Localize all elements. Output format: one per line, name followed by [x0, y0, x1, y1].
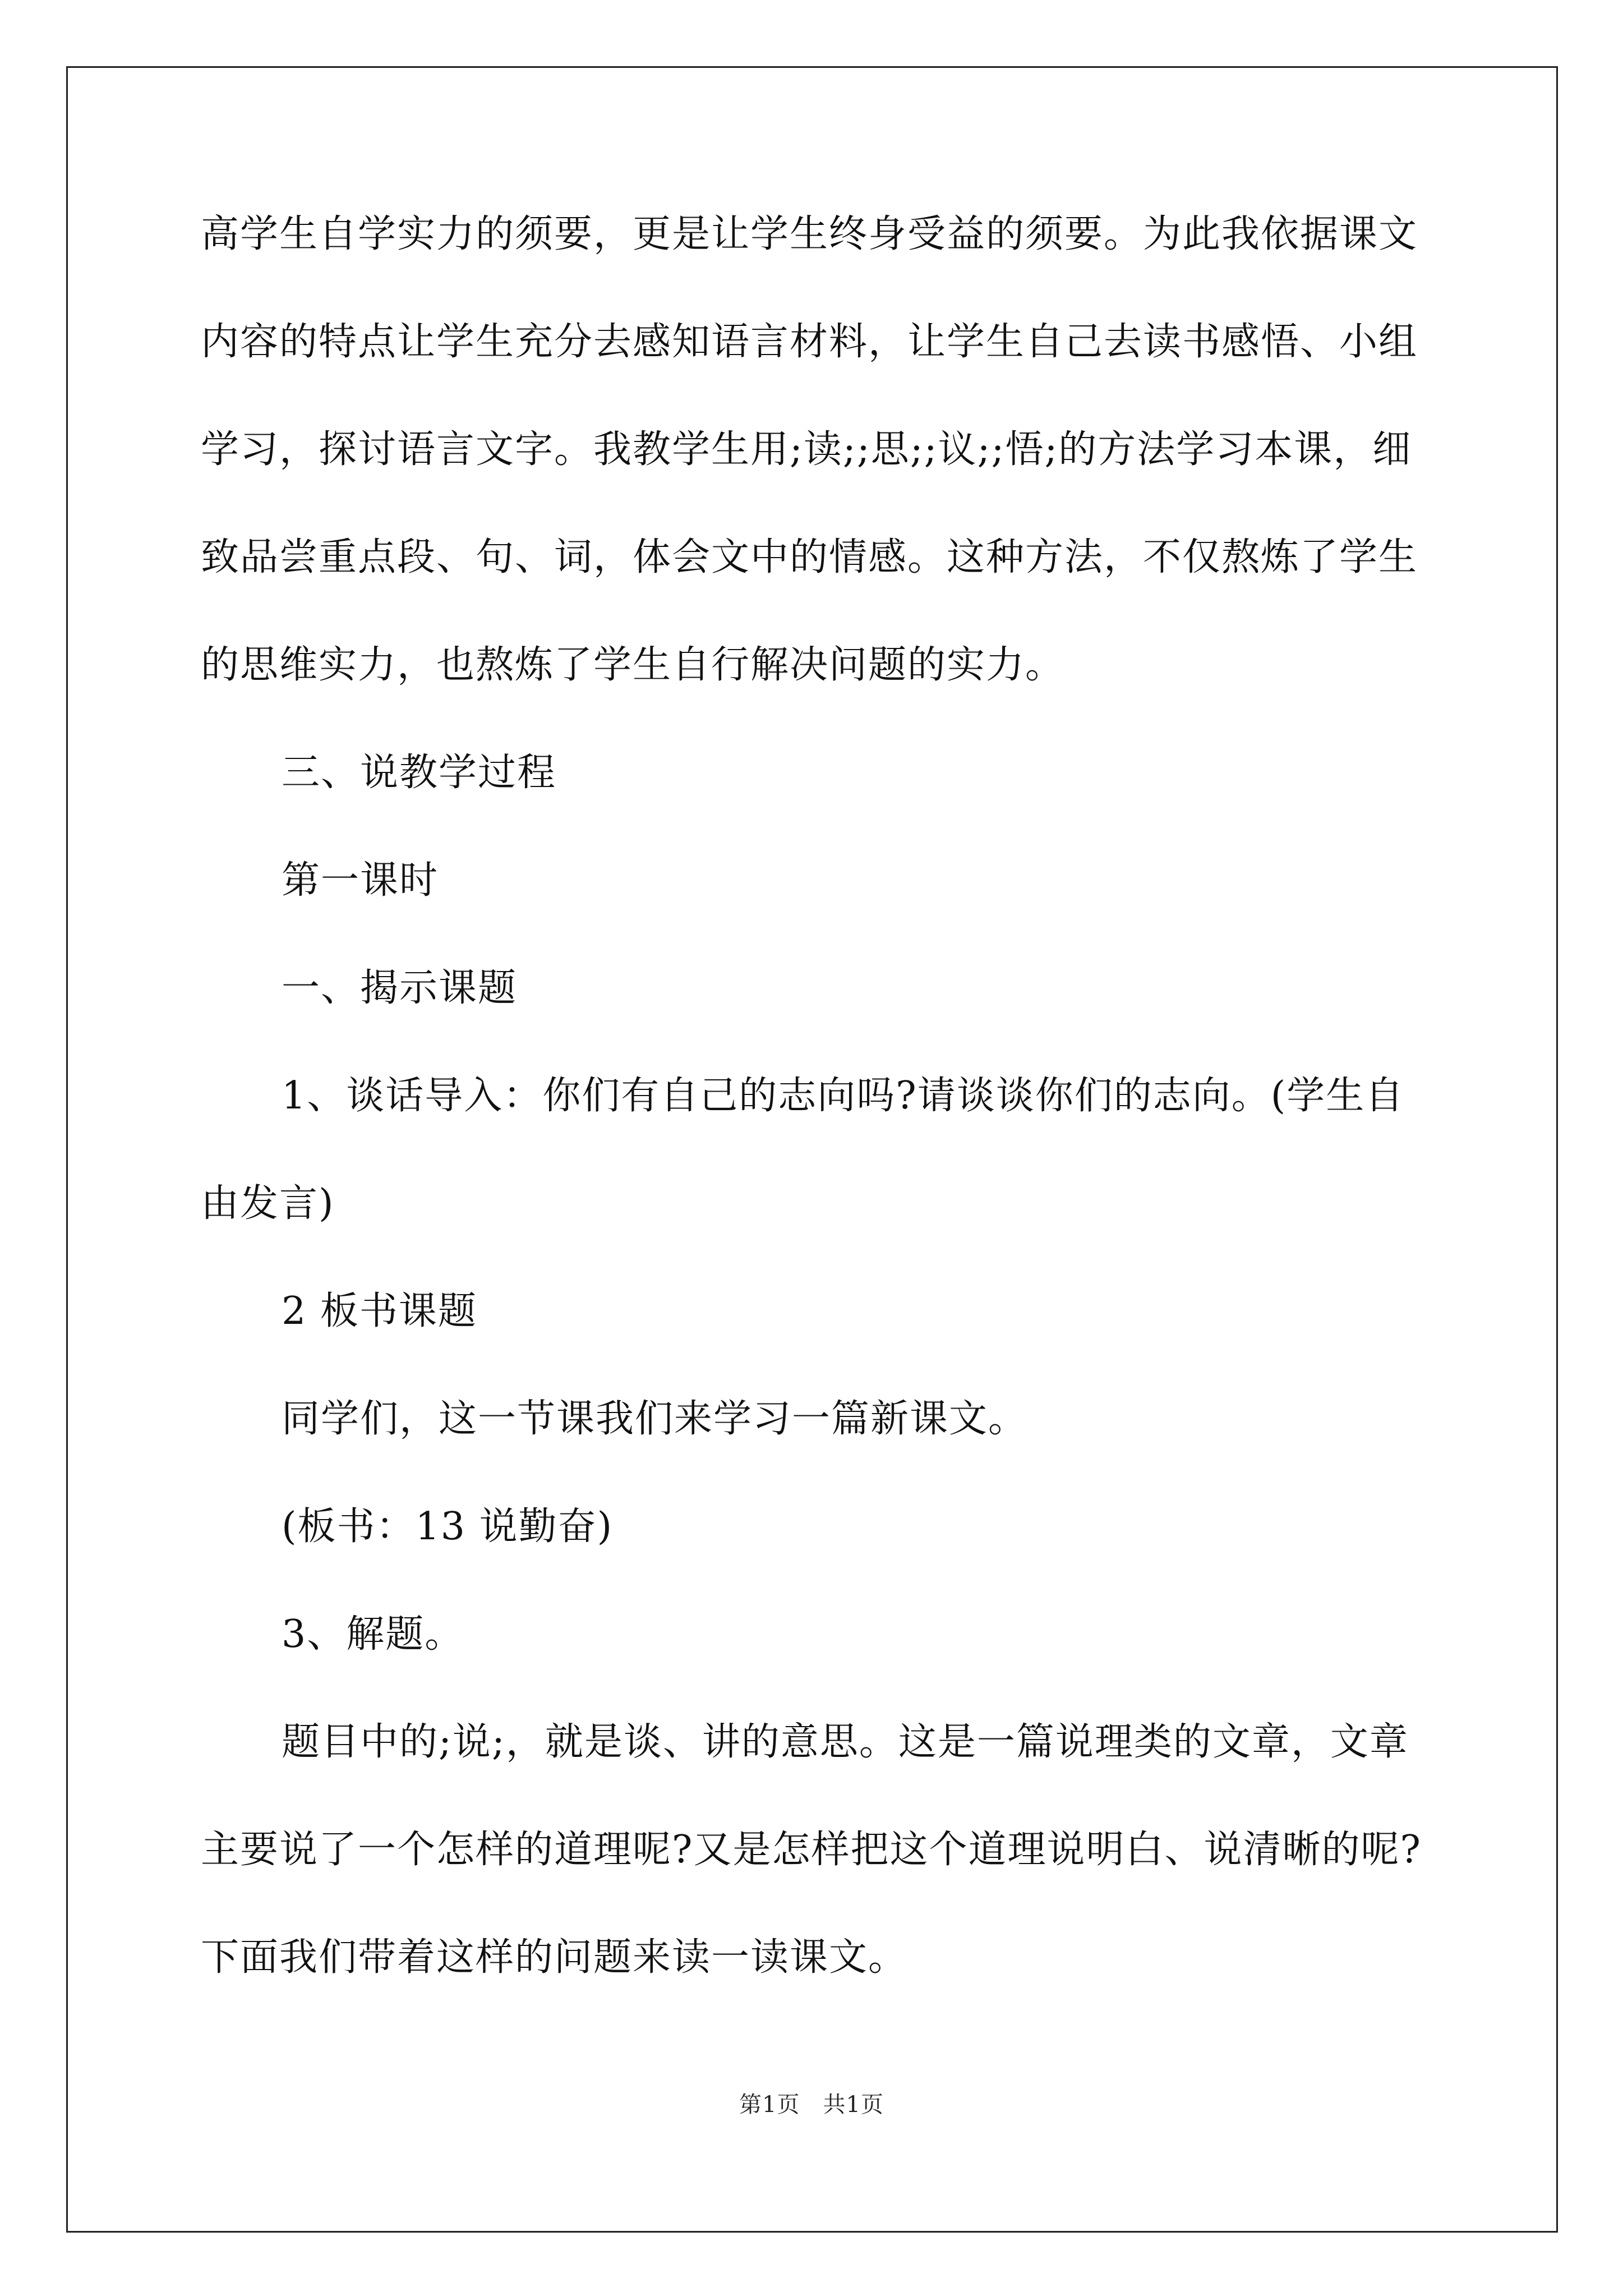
paragraph-new-lesson: 同学们，这一节课我们来学习一篇新课文。	[282, 1397, 1028, 1441]
paragraph-board-note: (板书：13 说勤奋)	[282, 1504, 614, 1549]
heading-reveal-topic: 一、揭示课题	[282, 966, 518, 1010]
paragraph-continued-intro: 高学生自学实力的须要，更是让学生终身受益的须要。为此我依据课文内容的特点让学生充分去感知语言材料，让学生自己去读书感悟、小组学习，探讨语言文字。我教学生用;读;;思;;议;;悟;的方法学习本课，细致品尝重点段、句、词，体会文中的情感。这种方法，不仅熬炼了学生的思维实力，也熬炼了学生自行解决问题的实力。	[201, 212, 1418, 687]
heading-explain-topic: 3、解题。	[282, 1612, 464, 1657]
document-body	[201, 208, 1435, 2012]
paragraph-conversation-intro: 1、谈话导入：你们有自己的志向吗?请谈谈你们的志向。(学生自由发言)	[201, 1074, 1405, 1226]
paragraph-board-topic: 2 板书课题	[282, 1289, 477, 1333]
heading-teaching-process: 三、说教学过程	[282, 751, 557, 795]
heading-first-lesson: 第一课时	[282, 858, 439, 903]
page-number-footer: 第1页 共1页	[739, 2092, 884, 2118]
paragraph-topic-explanation: 题目中的;说;，就是谈、讲的意思。这是一篇说理类的文章，文章主要说了一个怎样的道理呢?又是怎样把这个道理说明白、说清晰的呢?下面我们带着这样的问题来读一读课文。	[201, 1720, 1422, 1980]
